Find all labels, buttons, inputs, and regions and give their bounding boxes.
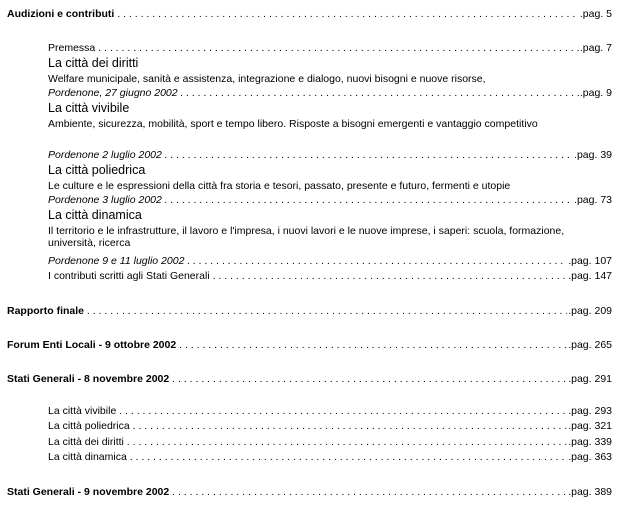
toc-entry-dinamica-date: [48, 255, 612, 267]
toc-label: Forum Enti Locali - 9 ottobre 2002: [7, 339, 177, 351]
toc-page: .pag. 339: [568, 436, 612, 448]
toc-page: .pag. 107: [568, 255, 612, 267]
toc-page: .pag. 7: [579, 42, 612, 54]
toc-page: .pag. 363: [568, 451, 612, 463]
toc-entry-contributi: [48, 270, 612, 282]
toc-label: La città poliedrica: [48, 420, 130, 432]
section-description-diritti: Welfare municipale, sanità e assistenza, integrazione e dialogo, nuovi bisogni e nuove risorse,: [48, 73, 486, 85]
toc-entry-stati-9: [7, 486, 612, 498]
section-description-dinamica: Il territorio e le infrastrutture, il lavoro e l'impresa, i nuovi lavori e le nuove imprese, i saperi: scuola, formazione, università, ricerca: [48, 225, 565, 249]
toc-subentry: [48, 405, 612, 417]
toc-subentry: [48, 420, 612, 432]
toc-date: Pordenone 2 luglio 2002: [48, 149, 162, 161]
toc-page: .pag. 73: [574, 194, 612, 206]
section-heading-poliedrica: La città poliedrica: [48, 163, 146, 177]
toc-label: I contributi scritti agli Stati Generali: [48, 270, 210, 282]
toc-page: .pag. 209: [568, 305, 612, 317]
toc-label: Stati Generali - 8 novembre 2002: [7, 373, 170, 385]
toc-date: Pordenone 9 e 11 luglio 2002: [48, 255, 185, 267]
section-description-poliedrica: Le culture e le espressioni della città fra storia e tesori, passato, presente e futuro, fermenti e utopie: [48, 180, 511, 192]
toc-label: Rapporto finale: [7, 305, 85, 317]
toc-entry-stati-8: [7, 373, 612, 385]
toc-entry-audizioni: [7, 8, 612, 20]
section-heading-vivibile: La città vivibile: [48, 101, 130, 115]
toc-page: .pag. 5: [579, 8, 612, 20]
toc-entry-vivibile-date: [48, 149, 612, 161]
toc-label: Premessa: [48, 42, 96, 54]
toc-entry-diritti-date: [48, 87, 612, 99]
toc-entry-premessa: [48, 42, 612, 54]
section-heading-diritti: La città dei diritti: [48, 56, 139, 70]
toc-page: .pag. 389: [568, 486, 612, 498]
toc-page: .pag. 291: [568, 373, 612, 385]
toc-page: .pag. 147: [568, 270, 612, 282]
toc-subentry: [48, 451, 612, 463]
toc-page: .pag. 321: [568, 420, 612, 432]
toc-entry-poliedrica-date: [48, 194, 612, 206]
toc-label: Stati Generali - 9 novembre 2002: [7, 486, 170, 498]
toc-page: .pag. 39: [574, 149, 612, 161]
toc-page: .pag. 9: [579, 87, 612, 99]
toc-page: .pag. 293: [568, 405, 612, 417]
toc-subentry: [48, 436, 612, 448]
toc-page: .pag. 265: [568, 339, 612, 351]
toc-entry-forum: [7, 339, 612, 351]
toc-label: La città vivibile: [48, 405, 117, 417]
toc-date: Pordenone 3 luglio 2002: [48, 194, 162, 206]
toc-label: La città dinamica: [48, 451, 127, 463]
section-heading-dinamica: La città dinamica: [48, 208, 142, 222]
toc-label: Audizioni e contributi: [7, 8, 115, 20]
toc-entry-rapporto: [7, 305, 612, 317]
toc-label: La città dei diritti: [48, 436, 124, 448]
toc-date: Pordenone, 27 giugno 2002: [48, 87, 178, 99]
section-description-vivibile: Ambiente, sicurezza, mobilità, sport e tempo libero. Risposte a bisogni emergenti e vantaggio competitivo: [48, 118, 538, 130]
